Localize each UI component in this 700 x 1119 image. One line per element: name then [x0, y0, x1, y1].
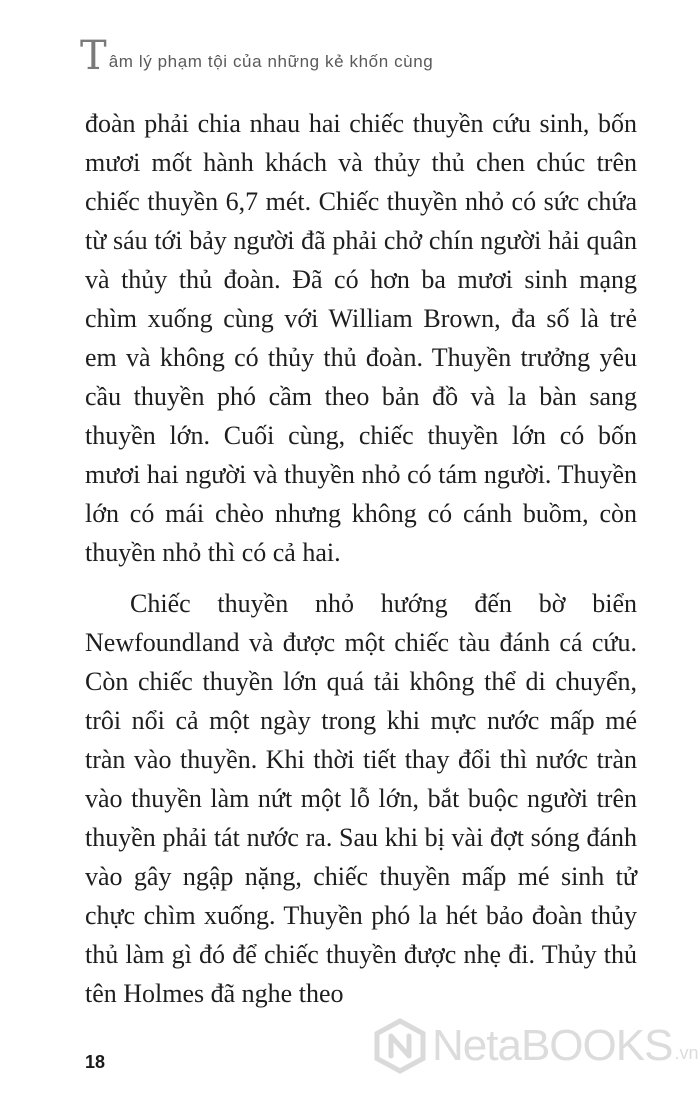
page-number: 18 — [85, 1052, 106, 1072]
running-header — [80, 33, 434, 79]
paragraph: đoàn phải chia nhau hai chiếc thuyền cứu sinh, bốn mươi mốt hành khách và thủy thủ chen chúc trên chiếc thuyền 6,7 mét. Chiếc thuyền nhỏ có sức chứa từ sáu tới bảy người đã phải chở chín người hải quân và thủy thủ đoàn. Đã có hơn ba mươi sinh mạng chìm xuống cùng với William Brown, đa số là trẻ em và không có thủy thủ đoàn. Thuyền trưởng yêu cầu thuyền phó cầm theo bản đồ và la bàn sang thuyền lớn. Cuối cùng, chiếc thuyền lớn có bốn mươi hai người và thuyền nhỏ có tám người. Thuyền lớn có mái chèo nhưng không có cánh buồm, còn thuyền nhỏ thì có cả hai. — [85, 109, 637, 567]
header-initial-letter: T — [80, 33, 107, 79]
paragraph: Chiếc thuyền nhỏ hướng đến bờ biển Newfoundland và được một chiếc tàu đánh cá cứu. Còn chiếc thuyền lớn quá tải không thể di chuyển, trôi nổi cả một ngày trong khi mực nước mấp mé tràn vào thuyền. Khi thời tiết thay đổi thì nước tràn vào thuyền làm nứt một lỗ lớn, bắt buộc người trên thuyền phải tát nước ra. Sau khi bị vài đợt sóng đánh vào gây ngập nặng, chiếc thuyền mấp mé sinh tử chực chìm xuống. Thuyền phó la hét bảo đoàn thủy thủ làm gì đó để chiếc thuyền được nhẹ đi. Thủy thủ tên Holmes đã nghe theo — [85, 589, 637, 1008]
netabooks-logo-icon — [372, 1018, 428, 1074]
body-text — [85, 104, 637, 1013]
watermark-domain: .vn — [674, 1042, 699, 1063]
watermark — [372, 1018, 698, 1074]
header-title: âm lý phạm tội của những kẻ khốn cùng — [108, 52, 434, 71]
watermark-brand: NetaBOOKS — [432, 1021, 673, 1070]
